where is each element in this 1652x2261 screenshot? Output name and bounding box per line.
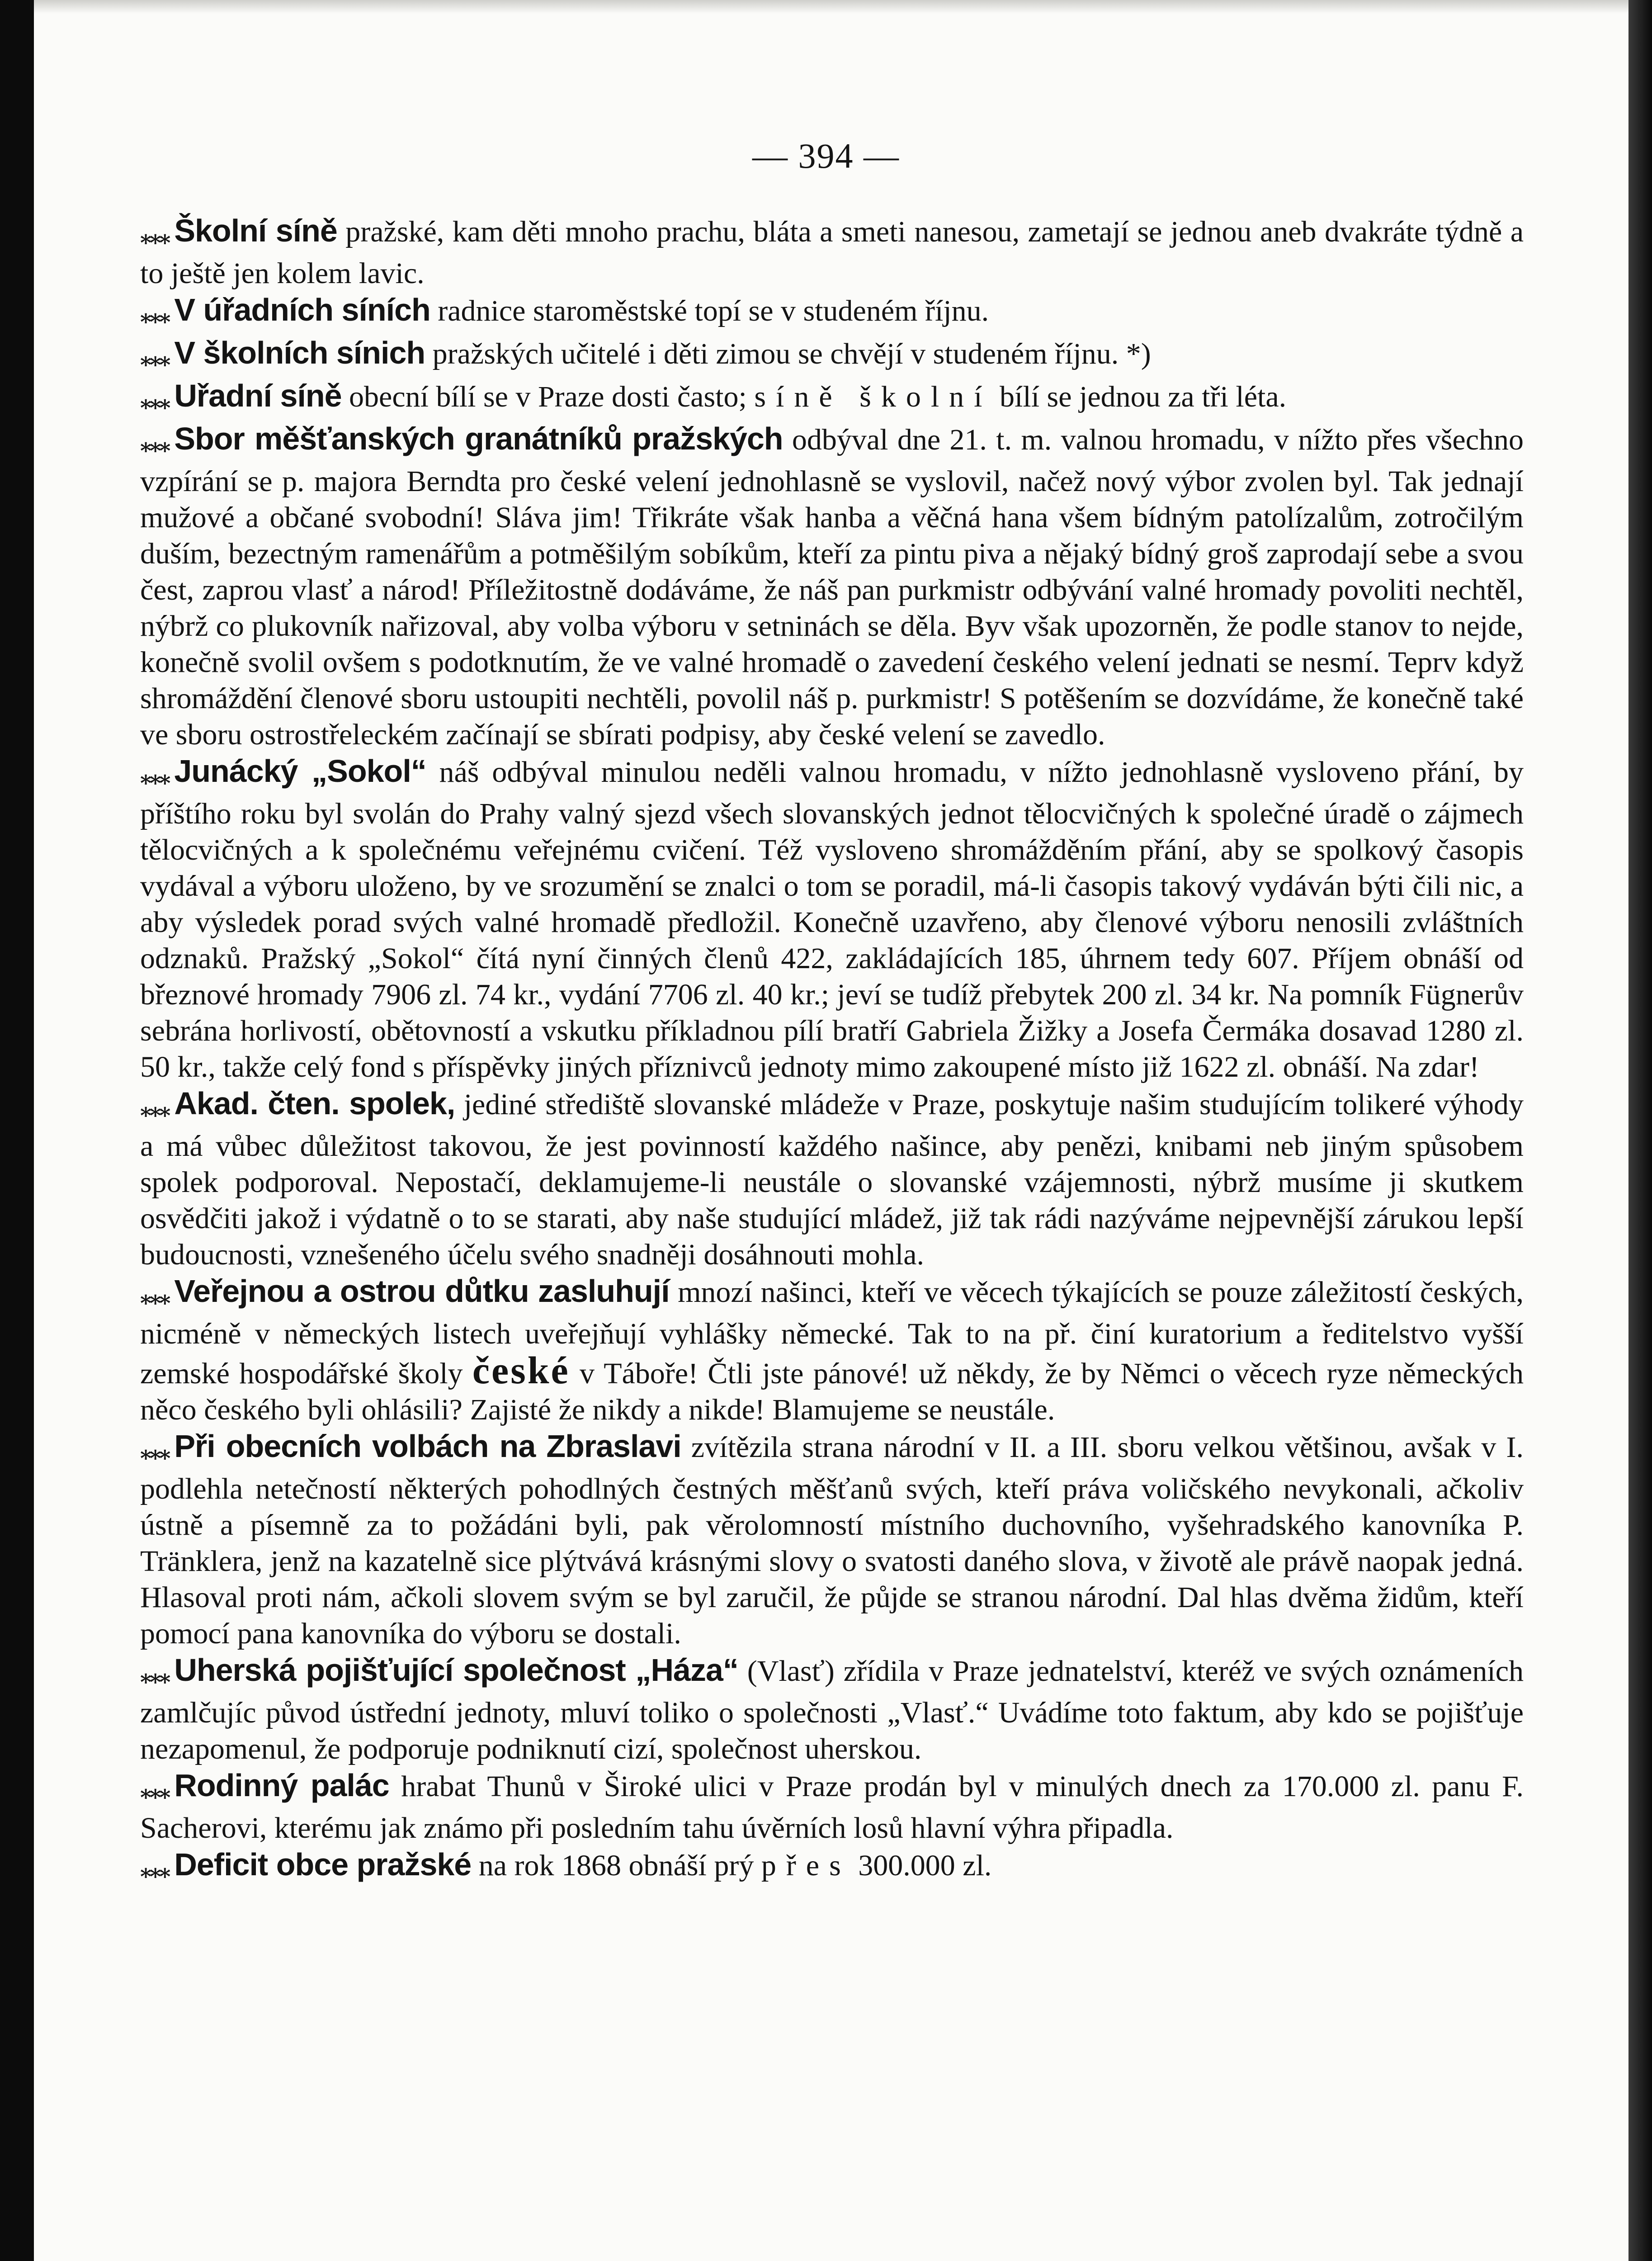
news-item-skolnich-sinich (140, 335, 1524, 378)
asterism-marker: ⁎⁎⁎ (140, 433, 169, 457)
asterism-marker: ⁎⁎⁎ (140, 1098, 169, 1122)
news-item-sokol (140, 753, 1524, 1085)
asterism-marker: ⁎⁎⁎ (140, 766, 169, 790)
item-heading: Junácký „Sokol“ (174, 753, 426, 789)
asterism-marker: ⁎⁎⁎ (140, 1665, 169, 1689)
spaced-emphasis: přes (761, 1849, 851, 1882)
news-item-uradni-sine (140, 378, 1524, 421)
news-item-dutka (140, 1273, 1524, 1428)
scan-border-left (0, 0, 34, 2261)
item-heading: Uherská pojišťující společnost „Háza“ (174, 1652, 738, 1688)
news-item-rodinny-palac (140, 1767, 1524, 1846)
asterism-marker: ⁎⁎⁎ (140, 1286, 169, 1310)
news-item-akad-spolek (140, 1085, 1524, 1273)
item-text: náš odbýval minulou neděli valnou hromadu, v nížto jednohlasně vysloveno přání, by příštího roku byl svolán do Prahy valný sjezd všech slovanských jednot tělocvičných k společné úradě o zájmech tělocvičných a k společnému veřejnému cvičení. Též vysloveno shromážděním přání, aby se spolkový časopis vydával a výboru uloženo, by ve srozumění se znalci o tom se poradil, má-li časopis takový vydáván býti čili nic, a aby výsledek porad svých valné hromadě předložil. Konečně uzavřeno, aby členové výboru nenosili zvláštních odznaků. Pražský „Sokol“ čítá nyní činných členů 422, zakládajících 185, úhrnem tedy 607. Příjem obnáší od březnové hromady 7906 zl. 74 kr., vydání 7706 zl. 40 kr.; jeví se tudíž přebytek 200 zl. 34 kr. Na pomník Fügnerův sebrána horlivostí, obětovností a vskutku příkladnou pílí bratří Gabriela Žižky a Josefa Čermáka dosavad 1280 zl. 50 kr., takže celý fond s příspěvky jiných příznivců jednoty mimo zakoupené místo již 1622 zl. obnáší. Na zdar! (140, 756, 1524, 1083)
asterism-marker: ⁎⁎⁎ (140, 390, 169, 414)
item-text: v Táboře! Čtli jste pánové! už někdy, že by Němci o věcech ryze německých něco českého byli ohlásili? Zajisté že nikdy a nikde! Blamujeme se neustále. (140, 1357, 1524, 1426)
item-text: pražských učitelé i děti zimou se chvějí v studeném říjnu. *) (425, 337, 1151, 370)
item-text: pražské, kam děti mnoho prachu, bláta a smeti nanesou, zametají se jednou aneb dvakráte týdně a to ještě jen kolem lavic. (140, 215, 1524, 290)
item-heading: V školních sínich (174, 335, 425, 370)
asterism-marker: ⁎⁎⁎ (140, 1780, 169, 1804)
item-text: odbýval dne 21. t. m. valnou hromadu, v nížto přes všechno vzpírání se p. majora Berndta pro české velení jednohlasně se vyslovil, načež nový výbor zvolen byl. Tak jednají mužové a občané svobodní! Sláva jim! Třikráte však hanba a věčná hana všem bídným patolízalům, zotročilým duším, bezectným ramenářům a potměšilým sobíkům, kteří za pintu piva a nějaký bídný groš zaprodají sebe a svou čest, zaprou vlasť a národ! Příležitostně dodáváme, že náš pan purkmistr odbývání valné hromady povoliti nechtěl, nýbrž co plukovník nařizoval, aby volba výboru v setninách se děla. Byv však upozorněn, že podle stanov to nejde, konečně svolil ovšem s podotknutím, že ve valné hromadě o zavedení českého velení jednati se nesmí. Teprv když shromáždění členové sboru ustoupiti nechtěli, povolil náš p. purkmistr! S potěšením se dozvídáme, že konečně také ve sboru ostrostřeleckém začínají se sbírati podpisy, aby české velení se zavedlo. (140, 423, 1524, 751)
item-text: jediné střediště slovanské mládeže v Praze, poskytuje našim studujícím tolikeré výhody a má vůbec důležitost takovou, že jest povinností každého našince, aby penězi, knibami neb jiným spůsobem spolek podporoval. Nepostačí, deklamujeme-li neustále o slovanské vzájemnosti, nýbrž musíme ji skutkem osvědčiti jakož i výdatně o to se starati, aby naše studující mládež, již tak rádi nazýváme nejpevnější zárukou lepší budoucnosti, vznešeného účelu svého snadněji dosáhnouti mohla. (140, 1088, 1524, 1271)
news-item-deficit (140, 1846, 1524, 1889)
asterism-marker: ⁎⁎⁎ (140, 225, 169, 249)
scan-shadow-top (34, 0, 1628, 14)
asterism-marker: ⁎⁎⁎ (140, 347, 169, 371)
article-body (140, 213, 1524, 1889)
item-heading: Uřadní síně (174, 378, 342, 413)
item-heading: Školní síně (174, 213, 337, 248)
item-text: mnozí našinci, kteří ve věcech týkajících se pouze záležitostí českých, nicméně v německých listech uveřejňují vyhlášky německé. Tak to na př. činí kuratorium a ředitelstvo vyšší zemské hospodářské školy (140, 1276, 1524, 1390)
item-heading: Akad. čten. spolek, (174, 1086, 455, 1121)
item-text: (Vlasť) zřídila v Praze jednatelství, kteréž ve svých oznámeních zamlčujíc původ ústřední jednoty, mluví toliko o společnosti „Vlasť.“ Uvádíme toto faktum, aby kdo se pojišťuje nezapomenul, že podporuje podniknutí cizí, společnost uherskou. (140, 1655, 1524, 1765)
news-item-haza (140, 1652, 1524, 1767)
item-heading: Veřejnou a ostrou důtku zasluhují (174, 1273, 670, 1309)
item-text: 300.000 zl. (850, 1849, 992, 1882)
scan-border-right (1628, 0, 1652, 2261)
item-text: obecní bílí se v Praze dosti často; (341, 380, 755, 413)
news-item-granatnici (140, 421, 1524, 753)
spaced-emphasis: síně školní (754, 380, 992, 413)
item-heading: Rodinný palác (174, 1768, 389, 1803)
bold-emphasis: české (472, 1348, 570, 1392)
news-item-zbraslav (140, 1428, 1524, 1652)
item-text: na rok 1868 obnáší prý (471, 1849, 761, 1882)
item-text: hrabat Thunů v Široké ulici v Praze prodán byl v minulých dnech za 170.000 zl. panu F. Sacherovi, kterému jak známo při posledním tahu úvěrních losů hlavní výhra připadla. (140, 1770, 1524, 1845)
item-text: radnice staroměstské topí se v studeném říjnu. (430, 294, 989, 327)
asterism-marker: ⁎⁎⁎ (140, 1859, 169, 1883)
asterism-marker: ⁎⁎⁎ (140, 1441, 169, 1465)
asterism-marker: ⁎⁎⁎ (140, 304, 169, 328)
item-heading: Deficit obce pražské (174, 1847, 472, 1882)
news-item-uradni-sinich (140, 292, 1524, 335)
item-heading: Při obecních volbách na Zbraslavi (174, 1428, 681, 1464)
news-item-skolni-sine (140, 213, 1524, 292)
page-number: — 394 — (752, 136, 900, 175)
item-text: bílí se jednou za tři léta. (992, 380, 1287, 413)
item-text: zvítězila strana národní v II. a III. sboru velkou většinou, avšak v I. podlehla netečností některých pohodlných čestných měšťanů svých, kteří práva voličského nevykonali, ačkoliv ústně a písemně za to požádáni byli, pak věrolomností místního duchovního, vyšehradského kanovníka P. Tränklera, jenž na kazatelně sice plýtvává krásnými slovy o svatosti daného slova, v životě ale právě naopak jedná. Hlasoval proti nám, ačkoli slovem svým se byl zaručil, že půjde se stranou národní. Dal hlas dvěma židům, kteří pomocí pana kanovníka do výboru se dostali. (140, 1431, 1524, 1650)
item-heading: Sbor měšťanských granátníků pražských (174, 421, 783, 456)
item-heading: V úřadních síních (174, 292, 430, 327)
